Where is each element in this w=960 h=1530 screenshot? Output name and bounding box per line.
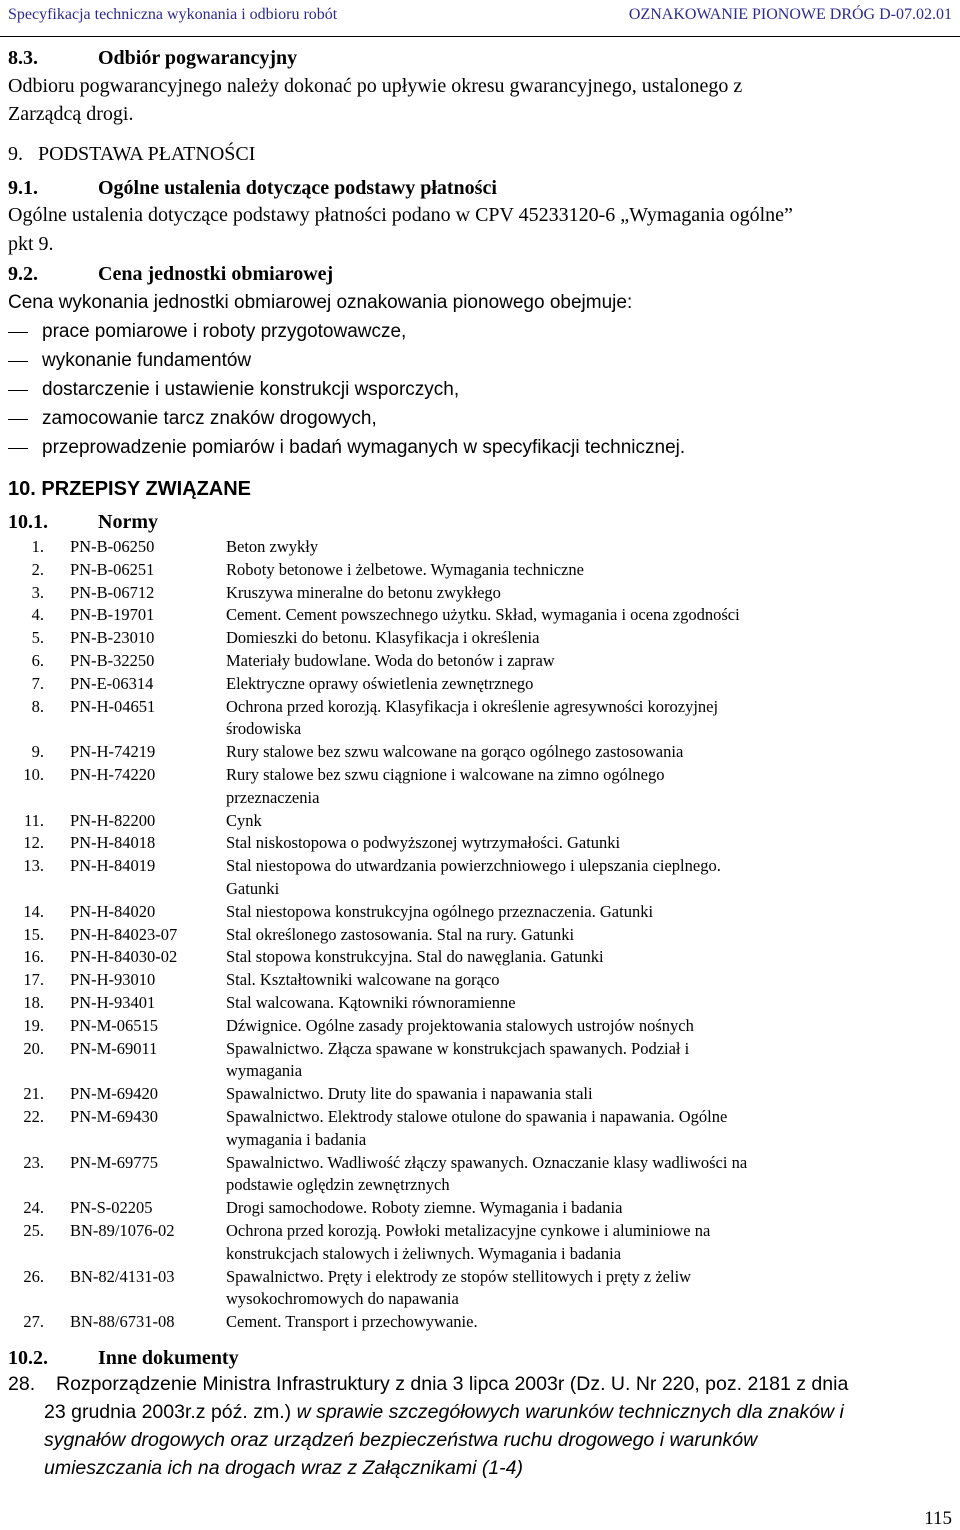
section-9-1-text: Ogólne ustalenia dotyczące podstawy płatności podano w CPV 45233120-6 „Wymagania ogólne” [8, 204, 793, 226]
norm-code: PN-M-69420 [70, 1084, 159, 1104]
norm-title: Spawalnictwo. Złącza spawane w konstrukcjach spawanych. Podział i [226, 1038, 690, 1058]
section-8-3-text: Zarządcą drogi. [8, 103, 134, 125]
dash-bullet [8, 332, 28, 333]
list-item: wykonanie fundamentów [42, 350, 252, 371]
header-right-title: OZNAKOWANIE PIONOWE DRÓG D-07.02.01 [628, 6, 952, 23]
norm-title: Roboty betonowe i żelbetowe. Wymagania techniczne [226, 559, 584, 579]
item-text: umieszczania ich na drogach wraz z Załącznikami (1-4) [44, 1457, 524, 1479]
norm-code: PN-B-19701 [70, 605, 155, 625]
norm-title: wysokochromowych do napawania [226, 1289, 459, 1309]
list-item: zamocowanie tarcz znaków drogowych, [42, 408, 377, 429]
dash-bullet [8, 361, 28, 362]
norm-title: Rury stalowe bez szwu walcowane na gorąco ogólnego zastosowania [226, 742, 684, 762]
norm-title: Dźwignice. Ogólne zasady projektowania stalowych ustrojów nośnych [226, 1015, 694, 1035]
norm-title: Stal niestopowa do utwardzania powierzchniowego i ulepszania cieplnego. [226, 856, 721, 876]
norm-code: PN-B-06250 [70, 537, 155, 556]
norm-number: 16. [23, 947, 44, 967]
section-9-1-text: pkt 9. [8, 233, 54, 255]
norm-code: PN-H-93010 [70, 970, 156, 990]
section-9-heading: 9. PODSTAWA PŁATNOŚCI [8, 143, 256, 165]
norm-number: 3. [31, 582, 44, 602]
norm-title: Ochrona przed korozją. Klasyfikacja i określenie agresywności korozyjnej [226, 696, 719, 716]
norm-number: 9. [31, 742, 44, 762]
norm-title: Stal niskostopowa o podwyższonej wytrzymałości. Gatunki [226, 833, 621, 853]
norm-number: 25. [23, 1221, 44, 1240]
norm-number: 19. [23, 1015, 44, 1035]
norm-title: podstawie oględzin zewnętrznych [226, 1175, 450, 1195]
norm-number: 14. [23, 901, 44, 921]
norm-number: 26. [23, 1266, 44, 1286]
norm-code: PN-H-04651 [70, 696, 156, 716]
norm-number: 12. [23, 833, 44, 853]
norm-number: 8. [31, 696, 44, 716]
norm-number: 27. [23, 1312, 44, 1332]
item-text: Rozporządzenie Ministra Infrastruktury z dnia 3 lipca 2003r (Dz. U. Nr 220, poz. 2181 z dnia [56, 1373, 849, 1395]
norm-title: Stal. Kształtowniki walcowane na gorąco [226, 970, 500, 990]
norm-title: Stal określonego zastosowania. Stal na rury. Gatunki [226, 924, 575, 944]
norm-title: Cement. Transport i przechowywanie. [226, 1312, 478, 1332]
norm-number: 11. [23, 810, 44, 830]
norm-code: PN-H-84018 [70, 833, 156, 853]
norm-code: BN-88/6731-08 [70, 1312, 175, 1332]
norm-code: PN-H-74219 [70, 742, 156, 762]
norm-code: PN-B-23010 [70, 628, 155, 648]
norm-number: 23. [23, 1152, 44, 1172]
norm-title: Elektryczne oprawy oświetlenia zewnętrznego [226, 673, 534, 693]
norm-number: 17. [23, 970, 44, 990]
item-number: 28. [8, 1373, 36, 1395]
norm-title: wymagania [226, 1061, 303, 1081]
list-item: dostarczenie i ustawienie konstrukcji wsporczych, [42, 379, 460, 400]
norm-number: 2. [31, 559, 44, 579]
norm-title: konstrukcjach stalowych i żeliwnych. Wymagania i badania [226, 1243, 622, 1263]
norm-code: PN-B-32250 [70, 651, 155, 670]
norm-title: Cynk [226, 810, 262, 830]
norm-title: przeznaczenia [226, 787, 320, 807]
norm-title: Kruszywa mineralne do betonu zwykłego [226, 582, 501, 602]
norm-code: PN-M-69775 [70, 1152, 159, 1172]
section-8-3-text: Odbioru pogwarancyjnego należy dokonać po upływie okresu gwarancyjnego, ustalonego z [8, 75, 743, 97]
section-9-2-intro: Cena wykonania jednostki obmiarowej oznakowania pionowego obejmuje: [8, 292, 633, 313]
norm-title: Gatunki [226, 879, 280, 898]
header-left-title: Specyfikacja techniczna wykonania i odbioru robót [8, 6, 338, 23]
norm-title: Domieszki do betonu. Klasyfikacja i określenia [226, 628, 540, 648]
norm-code: BN-89/1076-02 [70, 1221, 175, 1240]
norm-number: 13. [23, 856, 44, 876]
norm-code: PN-H-84030-02 [70, 947, 178, 967]
norm-number: 22. [23, 1107, 44, 1126]
item-text: 23 grudnia 2003r.z póź. zm.) w sprawie szczegółowych warunków technicznych dla znaków i [44, 1401, 844, 1423]
norm-number: 10. [23, 765, 44, 784]
page-number: 115 [924, 1508, 952, 1529]
norm-code: PN-H-82200 [70, 810, 156, 830]
norm-code: PN-M-69430 [70, 1107, 159, 1126]
norm-number: 21. [23, 1084, 44, 1104]
norm-code: PN-B-06712 [70, 582, 155, 602]
norm-title: Ochrona przed korozją. Powłoki metalizacyjne cynkowe i aluminiowe na [226, 1221, 711, 1240]
norm-code: PN-H-93401 [70, 993, 156, 1012]
norm-number: 1. [31, 537, 44, 556]
norm-title: Cement. Cement powszechnego użytku. Skład, wymagania i ocena zgodności [226, 605, 740, 625]
norm-number: 20. [23, 1038, 44, 1058]
norm-code: PN-H-84023-07 [70, 924, 178, 944]
dash-bullet [8, 419, 28, 420]
norm-number: 5. [31, 628, 44, 648]
norm-title: wymagania i badania [226, 1129, 367, 1149]
norm-title: Stal stopowa konstrukcyjna. Stal do nawęglania. Gatunki [226, 947, 604, 967]
norm-title: Drogi samochodowe. Roboty ziemne. Wymagania i badania [226, 1198, 623, 1218]
norm-title: Spawalnictwo. Elektrody stalowe otulone do spawania i napawania. Ogólne [226, 1107, 728, 1126]
section-10-heading: 10. PRZEPISY ZWIĄZANE [8, 478, 252, 500]
norm-number: 7. [31, 673, 44, 693]
dash-bullet [8, 448, 28, 449]
norm-code: PN-M-06515 [70, 1015, 159, 1035]
norm-code: PN-E-06314 [70, 673, 154, 693]
list-item: prace pomiarowe i roboty przygotowawcze, [42, 321, 407, 342]
norm-code: PN-M-69011 [70, 1038, 158, 1058]
norm-title: Stal niestopowa konstrukcyjna ogólnego przeznaczenia. Gatunki [226, 901, 654, 921]
page-header [0, 0, 960, 37]
item-text: sygnałów drogowych oraz urządzeń bezpieczeństwa ruchu drogowego i warunków [44, 1429, 758, 1451]
norm-number: 18. [23, 993, 44, 1012]
norm-number: 4. [31, 605, 44, 625]
norm-code: PN-H-84020 [70, 901, 156, 921]
norm-code: PN-H-84019 [70, 856, 156, 876]
dash-bullet [8, 390, 28, 391]
norm-title: Stal walcowana. Kątowniki równoramienne [226, 993, 516, 1012]
norm-number: 24. [23, 1198, 44, 1218]
norm-number: 15. [23, 924, 44, 944]
norm-title: Materiały budowlane. Woda do betonów i zapraw [226, 651, 555, 670]
norm-title: Spawalnictwo. Wadliwość złączy spawanych. Oznaczanie klasy wadliwości na [226, 1152, 748, 1172]
norm-number: 6. [31, 651, 44, 670]
list-item: przeprowadzenie pomiarów i badań wymaganych w specyfikacji technicznej. [42, 437, 686, 458]
norm-title: Beton zwykły [226, 537, 319, 556]
norm-title: środowiska [226, 719, 302, 739]
norm-title: Spawalnictwo. Pręty i elektrody ze stopów stellitowych i pręty z żeliw [226, 1266, 692, 1286]
norm-code: PN-H-74220 [70, 765, 156, 784]
norm-code: BN-82/4131-03 [70, 1266, 175, 1286]
norm-code: PN-B-06251 [70, 559, 155, 579]
norm-title: Rury stalowe bez szwu ciągnione i walcowane na zimno ogólnego [226, 765, 665, 784]
norm-code: PN-S-02205 [70, 1198, 153, 1218]
norm-title: Spawalnictwo. Druty lite do spawania i napawania stali [226, 1084, 593, 1104]
